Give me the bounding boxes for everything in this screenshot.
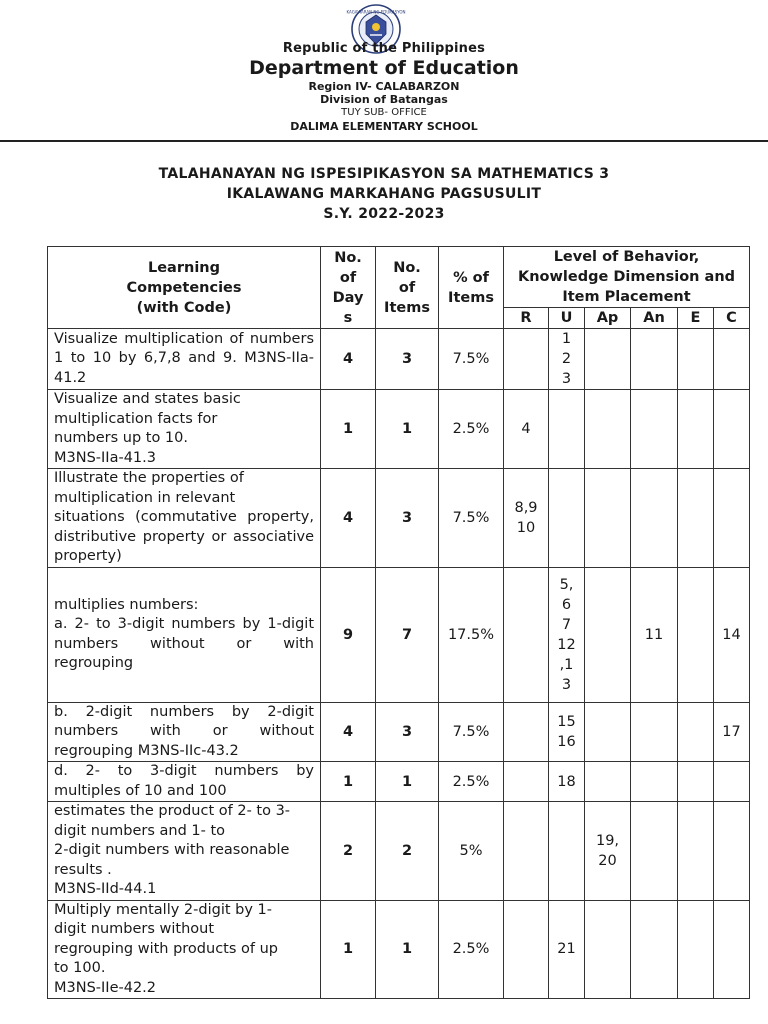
placement-cell-u: 21: [549, 900, 585, 999]
document-title: TALAHANAYAN NG ISPESIPIKASYON SA MATHEMATICS 3: [158, 166, 610, 182]
days-cell: 4: [321, 469, 376, 568]
placement-cell-e: [678, 329, 714, 390]
placement-cell-e: [678, 702, 714, 762]
document-subtitle: IKALAWANG MARKAHANG PAGSUSULIT: [226, 186, 542, 202]
days-cell: 4: [321, 702, 376, 762]
placement-cell-ap: [585, 469, 631, 568]
placement-cell-r: [504, 900, 549, 999]
table-row: [48, 762, 750, 802]
header-r: R: [504, 308, 549, 329]
placement-cell-r: [504, 329, 549, 390]
placement-cell-ap: 19, 20: [585, 802, 631, 901]
days-cell: 9: [321, 567, 376, 702]
header-an: An: [631, 308, 678, 329]
percent-cell: 2.5%: [439, 762, 504, 802]
placement-cell-u: 18: [549, 762, 585, 802]
placement-cell-an: [631, 900, 678, 999]
placement-cell-c: [714, 900, 750, 999]
header-c: C: [714, 308, 750, 329]
competency-cell: Visualize and states basic multiplication facts for numbers up to 10. M3NS-IIa-41.3: [48, 390, 321, 469]
items-cell: 3: [376, 702, 439, 762]
table-of-specifications: [47, 246, 750, 999]
days-cell: 1: [321, 900, 376, 999]
table-row: [48, 469, 750, 568]
placement-cell-r: [504, 762, 549, 802]
table-row: [48, 567, 750, 702]
placement-cell-ap: [585, 702, 631, 762]
header-e: E: [678, 308, 714, 329]
header-u: U: [549, 308, 585, 329]
placement-cell-an: [631, 390, 678, 469]
placement-cell-ap: [585, 390, 631, 469]
header-days: No. of Day s: [321, 247, 376, 329]
header-competencies: Learning Competencies (with Code): [48, 247, 321, 329]
table-row: [48, 802, 750, 901]
placement-cell-an: 11: [631, 567, 678, 702]
competency-cell: multiplies numbers: a. 2- to 3-digit numbers by 1-digit numbers without or with regrouping: [48, 567, 321, 702]
percent-cell: 17.5%: [439, 567, 504, 702]
table-row: [48, 900, 750, 999]
placement-cell-c: 14: [714, 567, 750, 702]
percent-cell: 7.5%: [439, 329, 504, 390]
placement-cell-c: 17: [714, 702, 750, 762]
placement-cell-an: [631, 702, 678, 762]
placement-cell-u: 5, 6 7 12 ,1 3: [549, 567, 585, 702]
table-row: [48, 390, 750, 469]
placement-cell-r: [504, 567, 549, 702]
placement-cell-an: [631, 762, 678, 802]
placement-cell-c: [714, 329, 750, 390]
competency-cell: d. 2- to 3-digit numbers by multiples of 10 and 100: [48, 762, 321, 802]
placement-cell-u: [549, 802, 585, 901]
percent-cell: 2.5%: [439, 390, 504, 469]
items-cell: 7: [376, 567, 439, 702]
placement-cell-c: [714, 390, 750, 469]
days-cell: 4: [321, 329, 376, 390]
seal-lettering: KAGAWARAN NG EDUKASYON: [346, 9, 406, 15]
placement-cell-e: [678, 762, 714, 802]
placement-cell-an: [631, 469, 678, 568]
placement-cell-u: 1 2 3: [549, 329, 585, 390]
placement-cell-c: [714, 762, 750, 802]
header-items: No. of Items: [376, 247, 439, 329]
items-cell: 1: [376, 900, 439, 999]
table-row: [48, 329, 750, 390]
competency-cell: Visualize multiplication of numbers 1 to 10 by 6,7,8 and 9. M3NS-IIa-41.2: [48, 329, 321, 390]
days-cell: 2: [321, 802, 376, 901]
school-name: DALIMA ELEMENTARY SCHOOL: [290, 120, 478, 133]
items-cell: 3: [376, 469, 439, 568]
competency-cell: estimates the product of 2- to 3- digit numbers and 1- to 2-digit numbers with reasonable results . M3NS-IId-44.1: [48, 802, 321, 901]
percent-cell: 7.5%: [439, 469, 504, 568]
placement-cell-ap: [585, 329, 631, 390]
division-line: Division of Batangas: [320, 93, 448, 106]
placement-cell-an: [631, 329, 678, 390]
header-ap: Ap: [585, 308, 631, 329]
placement-cell-an: [631, 802, 678, 901]
placement-cell-e: [678, 567, 714, 702]
competency-cell: b. 2-digit numbers by 2-digit numbers with or without regrouping M3NS-IIc-43.2: [48, 702, 321, 762]
placement-cell-u: [549, 390, 585, 469]
placement-cell-e: [678, 802, 714, 901]
placement-cell-u: [549, 469, 585, 568]
items-cell: 3: [376, 329, 439, 390]
competency-cell: Multiply mentally 2-digit by 1- digit numbers without regrouping with products of up to 100. M3NS-IIe-42.2: [48, 900, 321, 999]
percent-cell: 2.5%: [439, 900, 504, 999]
competency-cell: Illustrate the properties of multiplication in relevant situations (commutative property, distributive property or associative property): [48, 469, 321, 568]
placement-cell-u: 15 16: [549, 702, 585, 762]
days-cell: 1: [321, 762, 376, 802]
items-cell: 1: [376, 762, 439, 802]
placement-cell-e: [678, 390, 714, 469]
placement-cell-r: 4: [504, 390, 549, 469]
percent-cell: 7.5%: [439, 702, 504, 762]
header-percent: % of Items: [439, 247, 504, 329]
placement-cell-ap: [585, 900, 631, 999]
department-name: Department of Education: [249, 57, 519, 79]
placement-cell-r: [504, 802, 549, 901]
placement-cell-e: [678, 900, 714, 999]
school-year: S.Y. 2022-2023: [323, 206, 445, 222]
items-cell: 2: [376, 802, 439, 901]
placement-cell-ap: [585, 762, 631, 802]
sub-office-line: TUY SUB- OFFICE: [341, 107, 427, 118]
header-level: Level of Behavior, Knowledge Dimension and Item Placement: [504, 247, 750, 308]
table-row: [48, 702, 750, 762]
republic-line: Republic of the Philippines: [282, 41, 486, 56]
region-line: Region IV- CALABARZON: [308, 80, 460, 93]
placement-cell-r: [504, 702, 549, 762]
header-divider: [0, 140, 768, 142]
placement-cell-r: 8,9 10: [504, 469, 549, 568]
placement-cell-c: [714, 802, 750, 901]
placement-cell-ap: [585, 567, 631, 702]
items-cell: 1: [376, 390, 439, 469]
placement-cell-c: [714, 469, 750, 568]
days-cell: 1: [321, 390, 376, 469]
placement-cell-e: [678, 469, 714, 568]
percent-cell: 5%: [439, 802, 504, 901]
